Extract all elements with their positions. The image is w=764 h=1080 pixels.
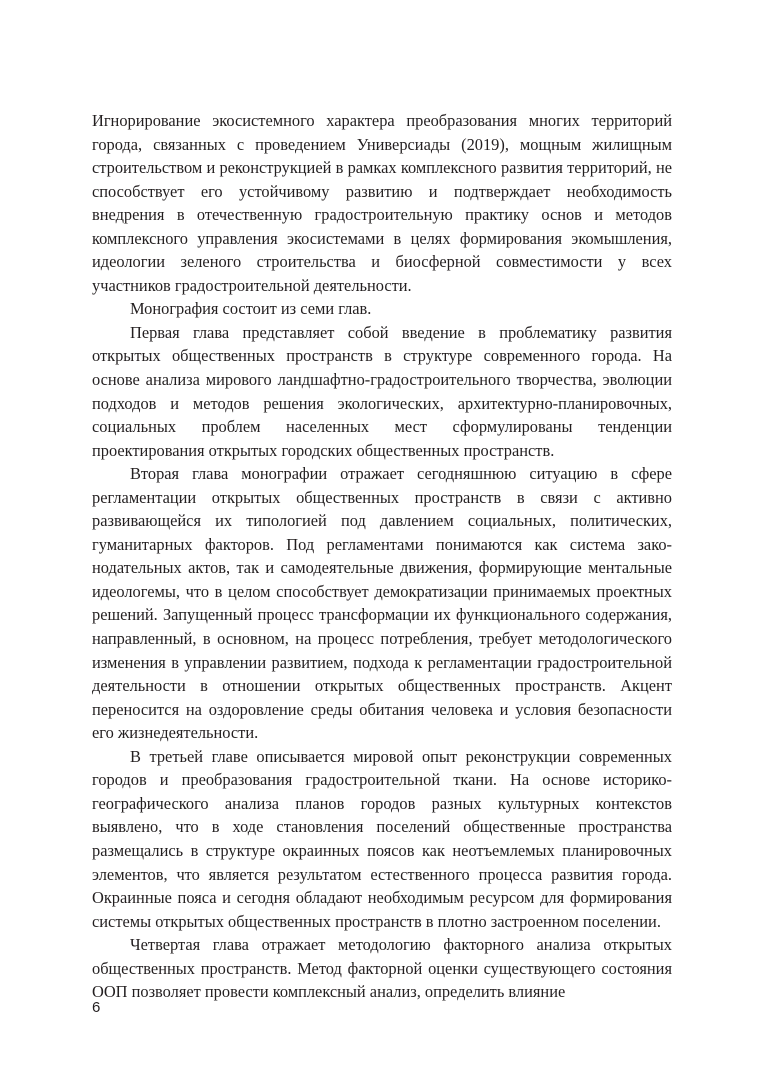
paragraph-structure: Монография состоит из семи глав.	[130, 299, 372, 319]
page-body	[92, 109, 672, 1004]
paragraph-chapter-four: Четвертая глава отражает методологию факторного анализа открытых общественных пространств. Метод факторной оценки существующего состояния ООП позволяет провести комплексный анализ, определить влияние	[92, 935, 672, 1002]
paragraph-chapter-two: Вторая глава монографии отражает сегодняшнюю ситуацию в сфере регламентации открытых общественных пространств в связи с активно развивающейся их типологией под давлением социальных, политических, гуманитарных факторов. Под регламентами понимаются как система законодательных актов, так и самодеятельные движения, формирующие ментальные идеологемы, что в целом способствует демократизации принимаемых проектных решений. Запущенный процесс трансформации их функционального содержания, направленный, в основном, на процесс потребления, требует методологического изменения в управлении развитием, подхода к регламентации градостроительной деятельности в отношении открытых общественных пространств. Акцент переносится на оздоровление среды обитания человека и условия безопасности его жизнедеятельности.	[92, 464, 672, 743]
paragraph-chapter-three: В третьей главе описывается мировой опыт реконструкции современных городов и преобразования градостроительной ткани. На основе историко-географического анализа планов городов разных культурных контекстов выявлено, что в ходе становления поселений общественные пространства размещались в структуре окраинных поясов как неотъемлемых планировочных элементов, что является результатом естественного процесса развития города. Окраинные пояса и сегодня обладают необходимым ресурсом для формирования системы открытых общественных пространств в плотно застроенном поселении.	[92, 746, 672, 931]
paragraph-intro-continuation: Игнорирование экосистемного характера преобразования многих территорий города, связанных с проведением Универсиады (2019), мощным жилищным строительством и реконструкцией в рамках комплексного развития территорий, не способствует его устойчивому развитию и подтверждает необходимость внедрения в отечественную градостроительную практику основ и методов комплексного управления экосистемами в целях формирования экомышления, идеологии зеленого строительства и биосферной совместимости у всех участников градостроительной деятельности.	[92, 111, 672, 295]
page-number: 6	[92, 999, 101, 1016]
paragraph-chapter-one: Первая глава представляет собой введение в проблематику развития открытых общественных пространств в структуре современного города. На основе анализа мирового ландшафтно-градостроительного творчества, эволюции подходов и методов решения экологических, архитектурно-планировочных, социальных проблем населенных мест сформулированы тенденции проектирования открытых городских общественных пространств.	[92, 322, 672, 460]
